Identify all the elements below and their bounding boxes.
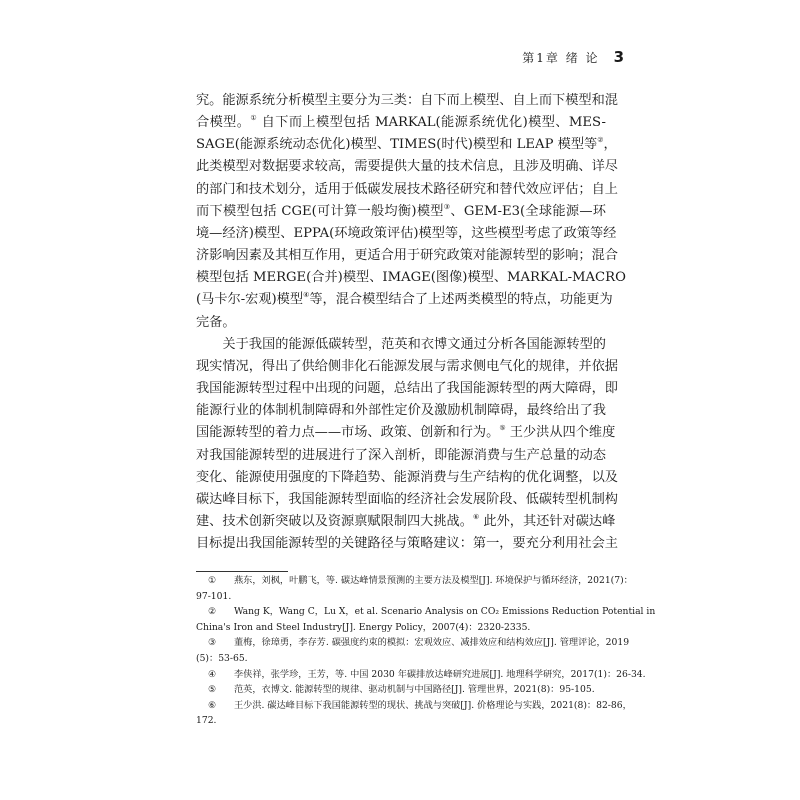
text-line: SAGE(能源系统动态优化)模型、TIMES(时代)模型和 LEAP 模型等②， (196, 136, 617, 153)
text-line: 碳达峰目标下，我国能源转型面临的经济社会发展阶段、低碳转型机制构 (196, 491, 618, 507)
footnote-mark: ② (208, 606, 217, 618)
footnote-ref: ④ (303, 291, 310, 300)
text-line: 合模型。① 自下而上模型包括 MARKAL(能源系统优化)模型、MES- (196, 114, 606, 131)
text-line: 究。能源系统分析模型主要分为三类：自下而上模型、自上而下模型和混 (196, 93, 618, 108)
text-line: 此类模型对数据要求较高，需要提供大量的技术信息，且涉及明确、详尽 (196, 159, 618, 175)
footnote-text: China's Iron and Steel Industry[J]. Energy Policy，2007(4)：2320-2335. (196, 621, 531, 633)
text-line: 目标提出我国能源转型的关键路径与策略建议：第一，要充分利用社会主 (196, 536, 618, 552)
footnote-mark: ④ (208, 668, 217, 680)
text-line: 现实情况，得出了供给侧非化石能源发展与需求侧电气化的规律，并依据 (196, 358, 618, 374)
footnote-ref: ③ (443, 202, 451, 211)
footnote-text: 王少洪. 碳达峰目标下我国能源转型的现状、挑战与突破[J]. 价格理论与实践，2021(8)：82-86， (234, 699, 632, 711)
footnote-6 (196, 698, 632, 729)
footnote-3 (196, 635, 630, 666)
footnote-ref: ② (597, 136, 604, 145)
footnote-5 (196, 682, 606, 698)
paragraph-2 (196, 334, 618, 556)
footnote-text: 172. (196, 715, 217, 727)
footnote-mark: ① (208, 575, 217, 586)
page-number: 3 (613, 48, 624, 66)
footnotes (196, 573, 656, 729)
footnote-mark: ⑥ (208, 699, 217, 711)
text-line: 对我国能源转型的进展进行了深入剖析，即能源消费与生产总量的动态 (196, 447, 606, 463)
footnote-text: 范英，衣博文. 能源转型的规律、驱动机制与中国路径[J]. 管理世界，2021(8)：95-105. (234, 684, 595, 696)
footnote-text: Wang K，Wang C，Lu X，et al. Scenario Analysis on CO₂ Emissions Reduction Potential in (234, 606, 656, 618)
text-line: 的部门和技术划分，适用于低碳发展技术路径研究和替代效应评估；自上 (196, 181, 618, 197)
running-header (522, 48, 624, 66)
chapter-title: 第1章 绪 论 (522, 51, 600, 65)
footnote-2 (196, 604, 656, 635)
footnote-text: 董梅，徐璋勇，李存芳. 碳强度约束的模拟：宏观效应、减排效应和结构效应[J]. 管理评论，2019 (234, 637, 630, 649)
text-line: (马卡尔-宏观)模型④等，混合模型结合了上述两类模型的特点，功能更为 (196, 291, 613, 308)
footnote-text: (5)：53-65. (196, 652, 248, 664)
text-line: 模型包括 MERGE(合并)模型、IMAGE(图像)模型、MARKAL-MACRO (196, 270, 626, 286)
paragraph-1 (196, 90, 626, 334)
text-line: 而下模型包括 CGE(可计算一般均衡)模型③、GEM-E3(全球能源—环 (196, 202, 606, 219)
text-line: 国能源转型的着力点——市场、政策、创新和行为。⑤ 王少洪从四个维度 (196, 424, 616, 441)
footnote-text: 97-101. (196, 590, 232, 602)
footnote-1 (196, 573, 633, 604)
footnote-ref: ⑥ (472, 512, 480, 521)
text-line: 完备。 (196, 314, 236, 330)
text-line: 变化、能源使用强度的下降趋势、能源消费与生产结构的优化调整，以及 (196, 469, 618, 485)
footnote-ref: ① (250, 114, 258, 123)
text-line: 济影响因素及其相互作用，更适合用于研究政策对能源转型的影响；混合 (196, 248, 618, 264)
text-line: 关于我国的能源低碳转型，范英和衣博文通过分析各国能源转型的 (222, 336, 606, 352)
text-line: 我国能源转型过程中出现的问题，总结出了我国能源转型的两大障碍，即 (196, 381, 618, 397)
footnote-text: 燕东，刘枫，叶鹏飞，等. 碳达峰情景预测的主要方法及模型[J]. 环境保护与循环经济，2021(7)： (234, 575, 633, 586)
text-line: 能源行业的体制机制障碍和外部性定价及激励机制障碍，最终给出了我 (196, 403, 606, 419)
footnote-ref: ⑤ (499, 424, 506, 433)
body-text (196, 90, 626, 555)
footnote-mark: ③ (208, 637, 217, 649)
text-line: 境—经济)模型、EPPA(环境政策评估)模型等，这些模型考虑了政策等经 (196, 225, 617, 241)
text-line: 建、技术创新突破以及资源禀赋限制四大挑战。⑥ 此外，其还针对碳达峰 (196, 512, 616, 529)
footnote-divider (196, 571, 288, 572)
footnote-mark: ⑤ (208, 684, 217, 696)
footnote-4 (196, 667, 646, 683)
footnote-text: 李侠祥，张学珍，王芳，等. 中国 2030 年碳排放达峰研究进展[J]. 地理科学研究，2017(1)：26-34. (234, 668, 646, 680)
